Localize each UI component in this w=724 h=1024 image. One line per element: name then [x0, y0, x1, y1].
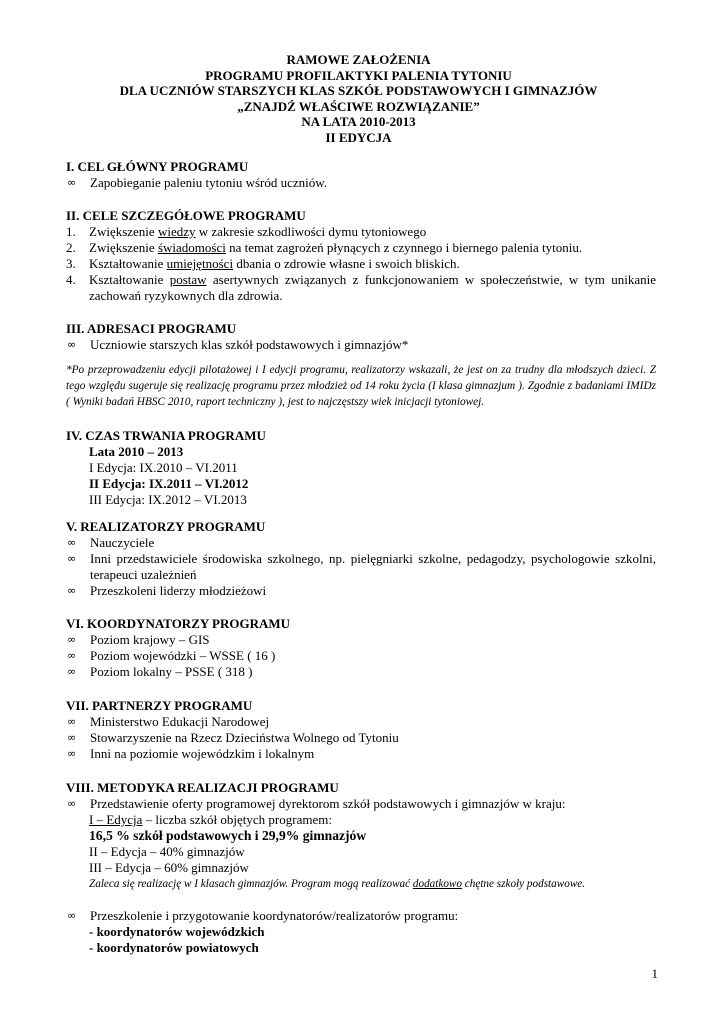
- item-number: 3.: [66, 256, 76, 271]
- item-text: dbania o zdrowie własne i swoich bliskich.: [233, 256, 460, 271]
- section-methodology: [66, 780, 656, 956]
- note-text: Zaleca się realizację w I klasach gimnazjów. Program mogą realizować: [89, 878, 413, 890]
- document-title: [60, 52, 657, 146]
- edition-1-line: [66, 812, 656, 828]
- list-item-text: Poziom lokalny – PSSE ( 318 ): [90, 664, 253, 679]
- infinity-bullet-icon: ∞: [67, 584, 77, 597]
- coverage-stat: 16,5 % szkół podstawowych i 29,9% gimnazjów: [89, 828, 367, 843]
- list-item: [66, 583, 656, 599]
- section-heading: VIII. METODYKA REALIZACJI PROGRAMU: [66, 780, 339, 795]
- coordinator-level: - koordynatorów wojewódzkich: [89, 924, 265, 939]
- title-line: NA LATA 2010-2013: [301, 114, 416, 130]
- infinity-bullet-icon: ∞: [67, 747, 77, 760]
- list-item-text: Nauczyciele: [90, 535, 155, 550]
- recommendation-note: [66, 876, 656, 892]
- item-keyword: umiejętności: [166, 256, 234, 271]
- section-recipients: [66, 321, 656, 410]
- title-line: II EDYCJA: [325, 129, 392, 145]
- note-keyword: dodatkowo: [412, 878, 462, 890]
- infinity-bullet-icon: ∞: [67, 552, 77, 565]
- note-text: chętne szkoły podstawowe.: [462, 878, 586, 890]
- infinity-bullet-icon: ∞: [67, 665, 77, 678]
- section-main-goal: [66, 159, 656, 191]
- section-heading: IV. CZAS TRWANIA PROGRAMU: [66, 428, 266, 443]
- section-duration: [66, 428, 656, 508]
- list-item-text: Uczniowie starszych klas szkół podstawowych i gimnazjów*: [90, 337, 409, 352]
- list-item: [66, 648, 656, 664]
- item-text: Zwiększenie: [89, 224, 158, 239]
- section-heading: VII. PARTNERZY PROGRAMU: [66, 698, 253, 713]
- list-item-text: Inni na poziomie wojewódzkim i lokalnym: [90, 746, 315, 761]
- list-item: [66, 908, 656, 924]
- section-specific-goals: [66, 208, 656, 304]
- list-item: [66, 535, 656, 551]
- coordinator-level: - koordynatorów powiatowych: [89, 940, 259, 955]
- infinity-bullet-icon: ∞: [67, 649, 77, 662]
- list-item: [66, 337, 656, 353]
- section-coordinators: [66, 616, 656, 680]
- list-item: [66, 175, 656, 191]
- title-line: PROGRAMU PROFILAKTYKI PALENIA TYTONIU: [205, 67, 512, 83]
- item-number: 2.: [66, 240, 76, 255]
- item-text: Kształtowanie: [89, 256, 167, 271]
- list-item-text: Stowarzyszenie na Rzecz Dzieciństwa Wolnego od Tytoniu: [90, 730, 399, 745]
- years-range: Lata 2010 – 2013: [89, 444, 184, 459]
- item-text: Kształtowanie: [89, 272, 170, 287]
- list-item-text: Inni przedstawiciele środowiska szkolnego, np. pielęgniarki szkolne, pedagodzy, psychologowie szkolni, terapeuci uzależnień: [90, 551, 656, 582]
- list-item: [66, 551, 656, 583]
- list-item: [66, 714, 656, 730]
- list-item: [66, 730, 656, 746]
- list-item-text: Poziom wojewódzki – WSSE ( 16 ): [90, 648, 276, 663]
- list-item-text: Ministerstwo Edukacji Narodowej: [90, 714, 270, 729]
- edition-label: I – Edycja: [89, 812, 143, 827]
- infinity-bullet-icon: ∞: [67, 633, 77, 646]
- item-number: 1.: [66, 224, 76, 239]
- infinity-bullet-icon: ∞: [67, 797, 77, 810]
- list-item: [66, 224, 656, 240]
- list-item-text: Zapobieganie paleniu tytoniu wśród uczniów.: [90, 175, 328, 190]
- infinity-bullet-icon: ∞: [67, 909, 77, 922]
- page-number: 1: [651, 966, 658, 981]
- infinity-bullet-icon: ∞: [67, 176, 77, 189]
- edition-text: – liczba szkół objętych programem:: [142, 812, 332, 827]
- list-item: [66, 746, 656, 762]
- item-text: na temat zagrożeń płynących z czynnego i biernego palenia tytoniu.: [225, 240, 583, 255]
- title-line: „ZNAJDŹ WŁAŚCIWE ROZWIĄZANIE”: [237, 98, 480, 114]
- item-keyword: świadomości: [157, 240, 226, 255]
- edition-3-line: III – Edycja – 60% gimnazjów: [89, 860, 249, 875]
- infinity-bullet-icon: ∞: [67, 338, 77, 351]
- list-item: [66, 632, 656, 648]
- item-text: asertywnych związanych z funkcjonowaniem w społeczeństwie, w tym unikanie zachowań ryzykownych dla zdrowia.: [89, 272, 656, 303]
- infinity-bullet-icon: ∞: [67, 715, 77, 728]
- section-heading: VI. KOORDYNATORZY PROGRAMU: [66, 616, 291, 631]
- title-line: DLA UCZNIÓW STARSZYCH KLAS SZKÓŁ PODSTAWOWYCH I GIMNAZJÓW: [119, 83, 598, 99]
- edition-2: II Edycja: IX.2011 – VI.2012: [89, 476, 249, 491]
- section-partners: [66, 698, 656, 762]
- section-heading: I. CEL GŁÓWNY PROGRAMU: [66, 159, 249, 174]
- list-item: [66, 796, 656, 812]
- infinity-bullet-icon: ∞: [67, 536, 77, 549]
- list-item: [66, 240, 656, 256]
- section-heading: V. REALIZATORZY PROGRAMU: [66, 519, 266, 534]
- section-implementers: [66, 519, 656, 599]
- section-heading: III. ADRESACI PROGRAMU: [66, 321, 237, 336]
- item-number: 4.: [66, 272, 76, 287]
- item-keyword: wiedzy: [157, 224, 196, 239]
- list-item-text: Poziom krajowy – GIS: [90, 632, 210, 647]
- list-item-text: Przedstawienie oferty programowej dyrektorom szkół podstawowych i gimnazjów w kraju:: [90, 796, 566, 811]
- edition-2-line: II – Edycja – 40% gimnazjów: [89, 844, 245, 859]
- list-item-text: Przeszkoleni liderzy młodzieżowi: [90, 583, 267, 598]
- section-heading: II. CELE SZCZEGÓŁOWE PROGRAMU: [66, 208, 306, 223]
- edition-3: III Edycja: IX.2012 – VI.2013: [89, 492, 247, 507]
- title-line: RAMOWE ZAŁOŻENIA: [286, 52, 431, 67]
- list-item: [66, 664, 656, 680]
- list-item: [66, 272, 656, 304]
- footnote: *Po przeprowadzeniu edycji pilotażowej i I edycji programu, realizatorzy wskazali, że jest on za trudny dla młodszych dzieci. Z tego względu sugeruje się realizację programu przez młodzież od 14 roku życia (I klasa gimnazjum ). Zgodnie z badaniami IMIDz ( Wyniki badań HBSC 2010, raport techniczny ), jest to najczęstszy wiek inicjacji tytoniowej.: [66, 364, 656, 408]
- infinity-bullet-icon: ∞: [67, 731, 77, 744]
- item-text: w zakresie szkodliwości dymu tytoniowego: [195, 224, 427, 239]
- edition-1: I Edycja: IX.2010 – VI.2011: [89, 460, 238, 475]
- item-text: Zwiększenie: [89, 240, 158, 255]
- list-item: [66, 256, 656, 272]
- list-item-text: Przeszkolenie i przygotowanie koordynatorów/realizatorów programu:: [90, 908, 459, 923]
- item-keyword: postaw: [169, 272, 207, 287]
